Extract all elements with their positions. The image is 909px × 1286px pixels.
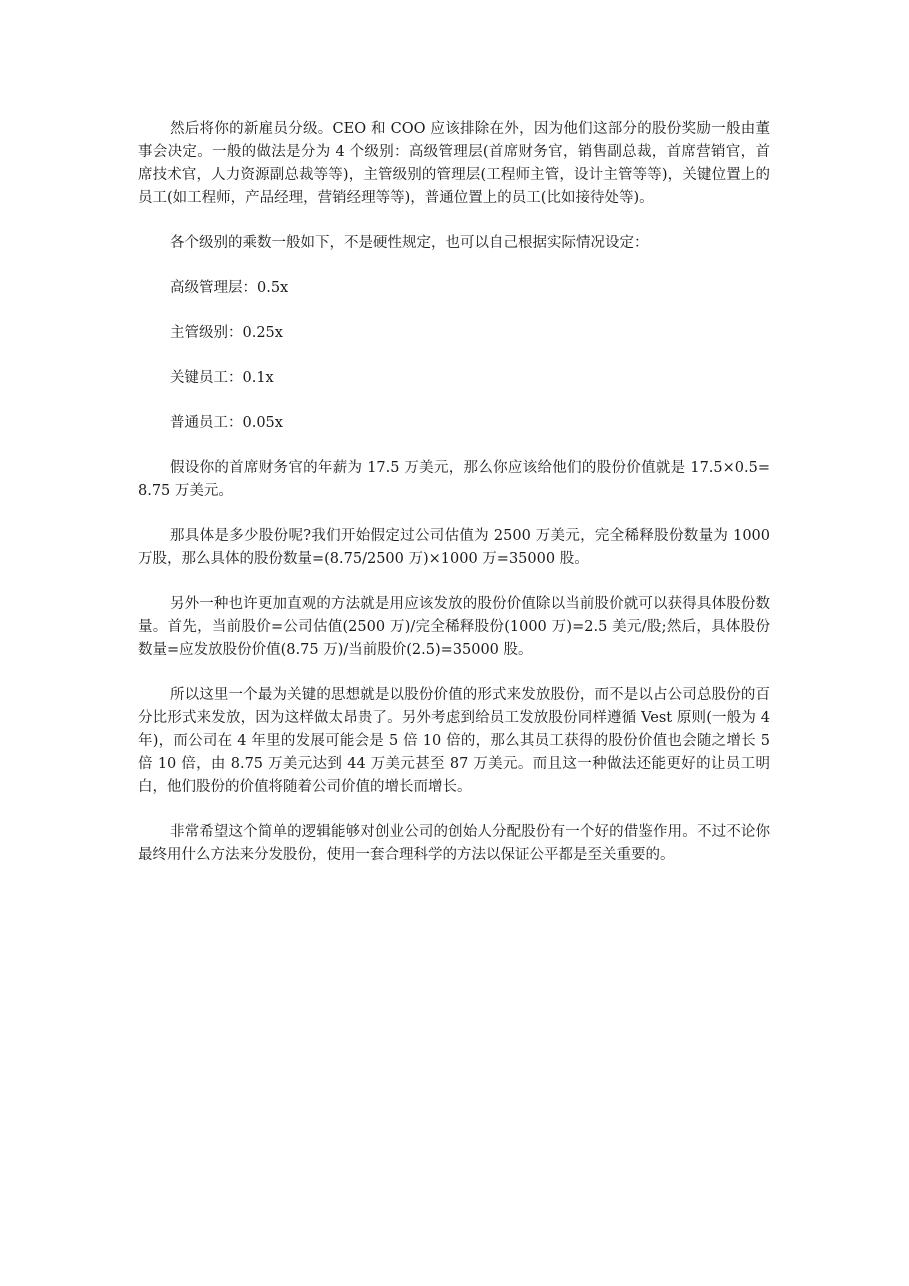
document-body [138, 118, 770, 889]
paragraph-share-count: 那具体是多少股份呢?我们开始假定过公司估值为 2500 万美元，完全稀释股份数量为 1000 万股，那么具体的股份数量=(8.75/2500 万)×1000 万=35000 股。 [138, 528, 770, 567]
paragraph-key-idea: 所以这里一个最为关键的思想就是以股份价值的形式来发放股份，而不是以占公司总股份的百分比形式来发放，因为这样做太昂贵了。另外考虑到给员工发放股份同样遵循 Vest 原则(一般为 4 年)，而公司在 4 年里的发展可能会是 5 倍 10 倍的，那么其员工获得的股份价值也会随之增长 5 倍 10 倍，由 8.75 万美元达到 44 万美元甚至 87 万美元。而且这一种做法还能更好的让员工明白，他们股份的价值将随着公司价值的增长而增长。 [138, 687, 770, 795]
multiplier-supervisor: 主管级别：0.25x [170, 325, 283, 341]
paragraph-employee-levels: 然后将你的新雇员分级。CEO 和 COO 应该排除在外，因为他们这部分的股份奖励一般由董事会决定。一般的做法是分为 4 个级别：高级管理层(首席财务官，销售副总裁，首席营销官，首席技术官，人力资源副总裁等等)，主管级别的管理层(工程师主管，设计主管等等)，关键位置上的员工(如工程师，产品经理，营销经理等等)，普通位置上的员工(比如接待处等)。 [138, 121, 770, 206]
multiplier-regular-employee: 普通员工：0.05x [170, 415, 283, 431]
paragraph-cfo-example: 假设你的首席财务官的年薪为 17.5 万美元，那么你应该给他们的股份价值就是 17.5×0.5=8.75 万美元。 [138, 460, 770, 499]
paragraph-conclusion: 非常希望这个简单的逻辑能够对创业公司的创始人分配股份有一个好的借鉴作用。不过不论你最终用什么方法来分发股份，使用一套合理科学的方法以保证公平都是至关重要的。 [138, 824, 770, 863]
paragraph-alternative-method: 另外一种也许更加直观的方法就是用应该发放的股份价值除以当前股价就可以获得具体股份数量。首先，当前股价=公司估值(2500 万)/完全稀释股份(1000 万)=2.5 美元/股;然后，具体股份数量=应发放股份价值(8.75 万)/当前股价(2.5)=35000 股。 [138, 596, 770, 658]
paragraph-multiplier-intro: 各个级别的乘数一般如下，不是硬性规定，也可以自己根据实际情况设定： [170, 235, 649, 251]
multiplier-key-employee: 关键员工：0.1x [170, 370, 274, 386]
multiplier-senior-management: 高级管理层：0.5x [170, 280, 289, 296]
